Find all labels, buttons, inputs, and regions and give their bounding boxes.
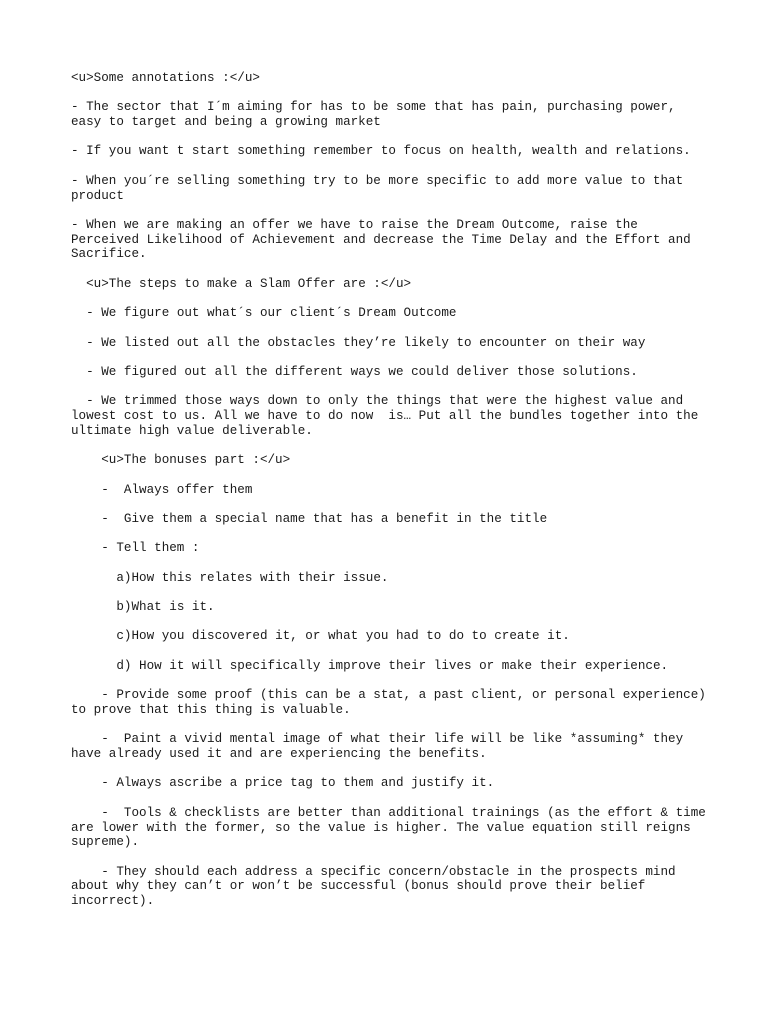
bonus-tools: - Tools & checklists are better than additional trainings (as the effort & time are lower with the former, so the value is higher. The value equation still reigns supreme).: [71, 805, 714, 850]
paragraph-focus: - If you want t start something remember to focus on health, wealth and relations.: [71, 144, 691, 159]
bonus-special-name: - Give them a special name that has a benefit in the title: [71, 511, 548, 526]
paragraph-sector: - The sector that I´m aiming for has to be some that has pain, purchasing power, easy to target and being a growing market: [71, 100, 684, 130]
bonus-mental-image: - Paint a vivid mental image of what their life will be like *assuming* they have already used it and are experiencing the benefits.: [71, 732, 691, 762]
tell-item-d: d) How it will specifically improve their lives or make their experience.: [71, 658, 669, 673]
step-dream-outcome: - We figure out what´s our client´s Dream Outcome: [71, 306, 457, 321]
bonuses-heading: <u>The bonuses part :</u>: [71, 453, 291, 468]
bonus-concern: - They should each address a specific concern/obstacle in the prospects mind about why they can’t or won’t be successful (bonus should prove their belief incorrect).: [71, 864, 684, 909]
bonus-proof: - Provide some proof (this can be a stat, a past client, or personal experience) to prove that this thing is valuable.: [71, 688, 714, 717]
paragraph-offer: - When we are making an offer we have to raise the Dream Outcome, raise the Perceived Likelihood of Achievement and decrease the Time Delay and the Effort and Sacrifice.: [71, 217, 699, 262]
step-solutions: - We figured out all the different ways we could deliver those solutions.: [71, 364, 638, 379]
tell-item-b: b)What is it.: [71, 600, 215, 615]
step-obstacles: - We listed out all the obstacles they’re likely to encounter on their way: [71, 335, 646, 350]
annotations-heading: <u>Some annotations :</u>: [71, 71, 260, 85]
bonus-tell-them: - Tell them :: [71, 541, 200, 556]
step-trim: - We trimmed those ways down to only the things that were the highest value and lowest cost to us. All we have to do now is… Put all the bundles together into the ultimate high value deliverable.: [71, 394, 706, 438]
paragraph-selling: - When you´re selling something try to be more specific to add more value to that product: [71, 173, 691, 203]
tell-item-a: a)How this relates with their issue.: [71, 570, 389, 585]
slam-offer-heading: <u>The steps to make a Slam Offer are :</u>: [71, 276, 412, 291]
tell-item-c: c)How you discovered it, or what you had to do to create it.: [71, 629, 570, 644]
document-page: [71, 71, 714, 923]
bonus-always-offer: - Always offer them: [71, 482, 253, 497]
bonus-price-tag: - Always ascribe a price tag to them and justify it.: [71, 776, 495, 791]
